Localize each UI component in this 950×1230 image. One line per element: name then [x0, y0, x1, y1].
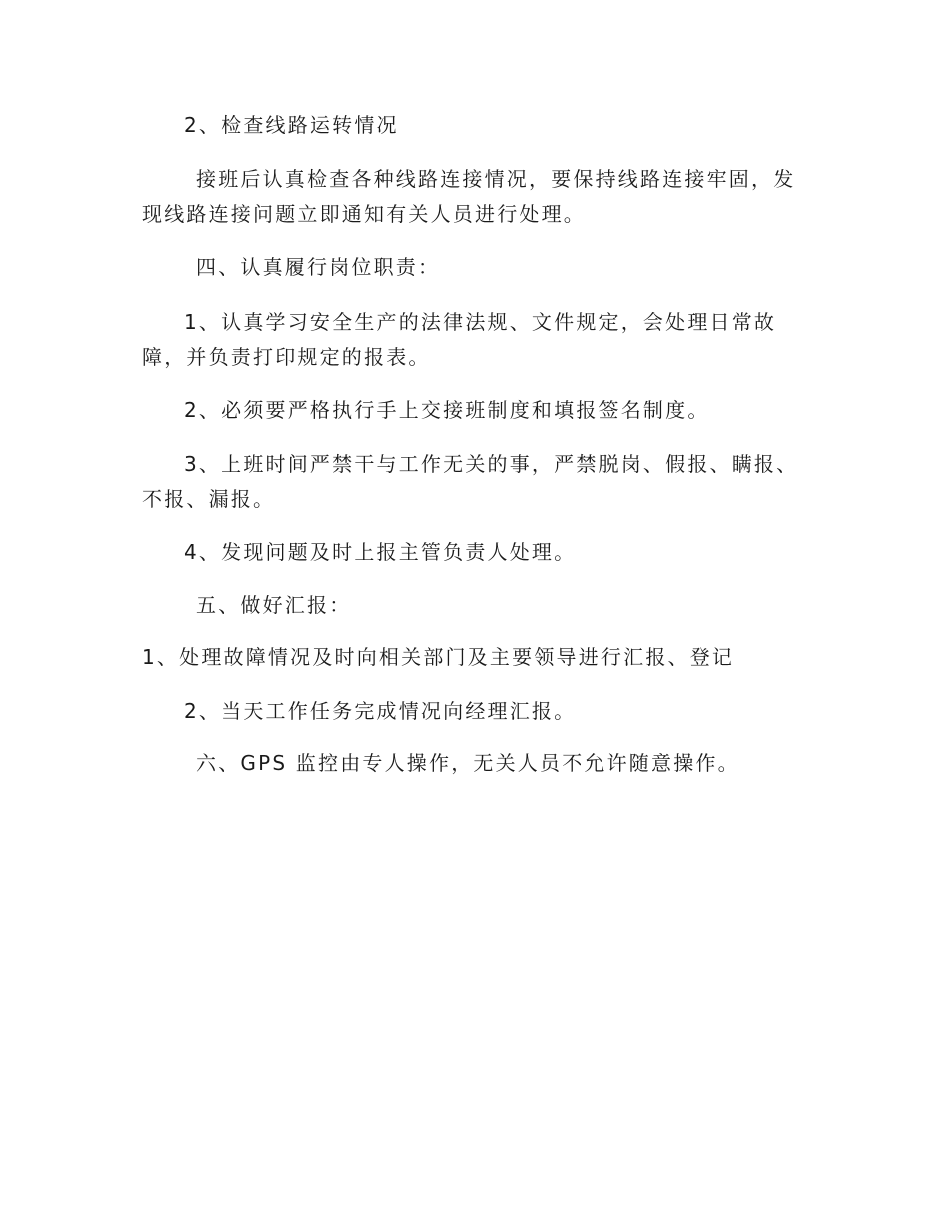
duty-item-2: 2、必须要严格执行手上交接班制度和填报签名制度。: [184, 398, 710, 422]
duty-item-3: 3、上班时间严禁干与工作无关的事，严禁脱岗、假报、瞒报、不报、漏报。: [142, 452, 799, 511]
section-five-heading: 五、做好汇报：: [196, 593, 352, 617]
section-six-gps: 六、GPS 监控由专人操作，无关人员不允许随意操作。: [196, 751, 740, 775]
duty-item-1: 1、认真学习安全生产的法律法规、文件规定，会处理日常故障，并负责打印规定的报表。: [142, 310, 777, 369]
item-check-lines-heading: 2、检查线路运转情况: [184, 113, 399, 137]
report-item-1: 1、处理故障情况及时向相关部门及主要领导进行汇报、登记: [142, 645, 735, 669]
duty-item-4: 4、发现问题及时上报主管负责人处理。: [184, 540, 577, 564]
section-four-heading: 四、认真履行岗位职责：: [196, 255, 441, 279]
check-lines-paragraph: 接班后认真检查各种线路连接情况，要保持线路连接牢固，发现线路连接问题立即通知有关人员进行处理。: [142, 167, 796, 226]
report-item-2: 2、当天工作任务完成情况向经理汇报。: [184, 699, 577, 723]
